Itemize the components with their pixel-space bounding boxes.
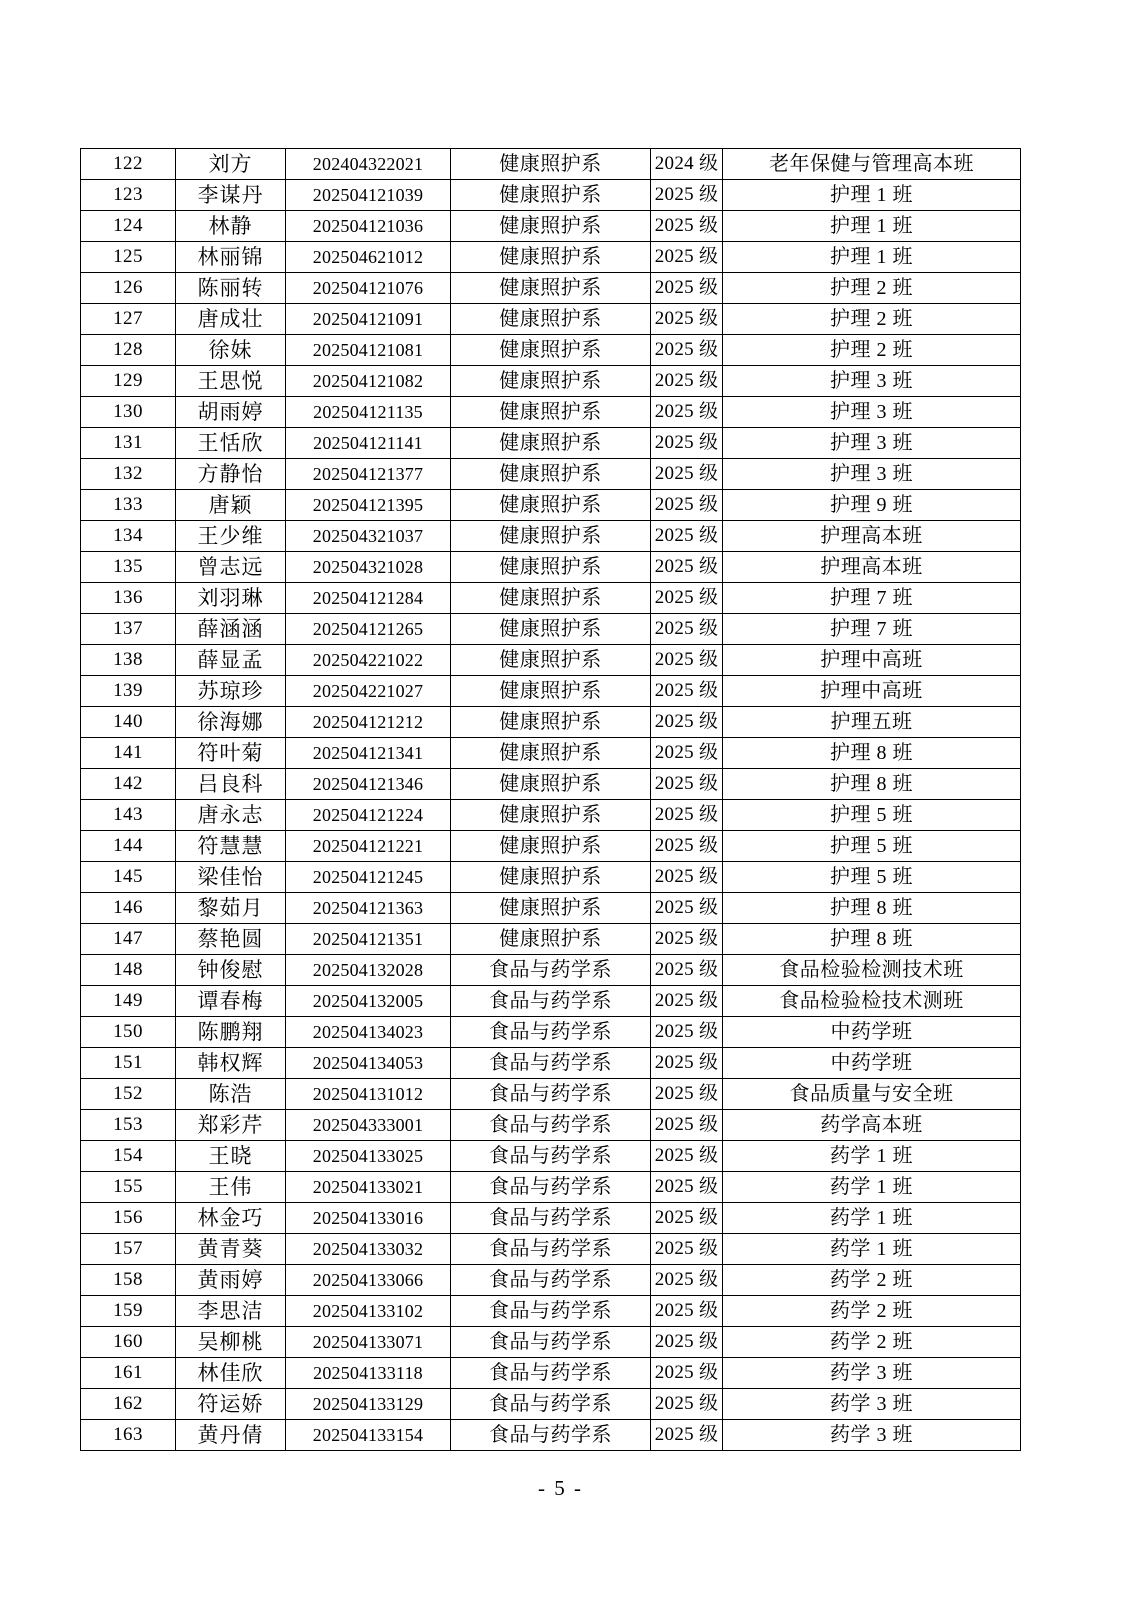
cell-department: 食品与药学系 xyxy=(451,1079,651,1110)
cell-student-name: 薛涵涵 xyxy=(176,614,286,645)
cell-department: 健康照护系 xyxy=(451,335,651,366)
cell-student-name: 林佳欣 xyxy=(176,1358,286,1389)
cell-student-id: 202504121076 xyxy=(286,273,451,304)
cell-sequence: 148 xyxy=(81,955,176,986)
cell-department: 食品与药学系 xyxy=(451,1017,651,1048)
cell-department: 健康照护系 xyxy=(451,242,651,273)
cell-class: 护理 8 班 xyxy=(723,924,1021,955)
cell-class: 食品质量与安全班 xyxy=(723,1079,1021,1110)
cell-student-name: 李思洁 xyxy=(176,1296,286,1327)
table-row xyxy=(81,1172,1021,1203)
cell-sequence: 160 xyxy=(81,1327,176,1358)
table-row xyxy=(81,614,1021,645)
cell-department: 健康照护系 xyxy=(451,552,651,583)
cell-student-name: 王思悦 xyxy=(176,366,286,397)
cell-sequence: 128 xyxy=(81,335,176,366)
cell-department: 食品与药学系 xyxy=(451,1203,651,1234)
cell-student-id: 202504321037 xyxy=(286,521,451,552)
cell-department: 健康照护系 xyxy=(451,614,651,645)
cell-department: 食品与药学系 xyxy=(451,1265,651,1296)
cell-grade: 2025 级 xyxy=(651,211,723,242)
cell-student-id: 202504121363 xyxy=(286,893,451,924)
cell-class: 护理 3 班 xyxy=(723,459,1021,490)
cell-grade: 2025 级 xyxy=(651,273,723,304)
student-roster-table-wrapper xyxy=(80,148,1020,1451)
table-row xyxy=(81,1017,1021,1048)
cell-student-id: 202504133154 xyxy=(286,1420,451,1451)
cell-sequence: 125 xyxy=(81,242,176,273)
cell-grade: 2025 级 xyxy=(651,1389,723,1420)
cell-sequence: 136 xyxy=(81,583,176,614)
cell-department: 健康照护系 xyxy=(451,862,651,893)
cell-student-name: 李谋丹 xyxy=(176,180,286,211)
cell-class: 药学 3 班 xyxy=(723,1420,1021,1451)
cell-grade: 2025 级 xyxy=(651,955,723,986)
cell-student-id: 202504121351 xyxy=(286,924,451,955)
cell-grade: 2025 级 xyxy=(651,862,723,893)
cell-student-name: 黎茹月 xyxy=(176,893,286,924)
cell-sequence: 161 xyxy=(81,1358,176,1389)
cell-department: 健康照护系 xyxy=(451,800,651,831)
cell-grade: 2025 级 xyxy=(651,1079,723,1110)
cell-student-id: 202504121224 xyxy=(286,800,451,831)
cell-student-name: 苏琼珍 xyxy=(176,676,286,707)
cell-grade: 2025 级 xyxy=(651,552,723,583)
cell-class: 护理 9 班 xyxy=(723,490,1021,521)
cell-class: 护理 1 班 xyxy=(723,242,1021,273)
table-row xyxy=(81,180,1021,211)
cell-student-id: 202504121091 xyxy=(286,304,451,335)
cell-student-id: 202504121135 xyxy=(286,397,451,428)
cell-sequence: 156 xyxy=(81,1203,176,1234)
table-row xyxy=(81,366,1021,397)
table-row xyxy=(81,955,1021,986)
table-row xyxy=(81,1265,1021,1296)
cell-department: 健康照护系 xyxy=(451,428,651,459)
cell-student-name: 蔡艳圆 xyxy=(176,924,286,955)
cell-class: 护理高本班 xyxy=(723,521,1021,552)
cell-department: 食品与药学系 xyxy=(451,1389,651,1420)
cell-student-name: 梁佳怡 xyxy=(176,862,286,893)
table-row xyxy=(81,1048,1021,1079)
cell-grade: 2025 级 xyxy=(651,366,723,397)
cell-sequence: 130 xyxy=(81,397,176,428)
cell-sequence: 131 xyxy=(81,428,176,459)
table-row xyxy=(81,428,1021,459)
cell-department: 食品与药学系 xyxy=(451,1234,651,1265)
cell-grade: 2025 级 xyxy=(651,521,723,552)
table-row xyxy=(81,242,1021,273)
cell-sequence: 159 xyxy=(81,1296,176,1327)
cell-sequence: 147 xyxy=(81,924,176,955)
cell-class: 药学 3 班 xyxy=(723,1358,1021,1389)
cell-grade: 2025 级 xyxy=(651,986,723,1017)
cell-student-name: 郑彩芹 xyxy=(176,1110,286,1141)
cell-class: 药学 1 班 xyxy=(723,1172,1021,1203)
cell-student-name: 王少维 xyxy=(176,521,286,552)
cell-student-name: 徐妹 xyxy=(176,335,286,366)
cell-student-name: 符运娇 xyxy=(176,1389,286,1420)
cell-student-id: 202504133118 xyxy=(286,1358,451,1389)
cell-sequence: 137 xyxy=(81,614,176,645)
table-row xyxy=(81,583,1021,614)
cell-department: 健康照护系 xyxy=(451,769,651,800)
cell-sequence: 133 xyxy=(81,490,176,521)
table-row xyxy=(81,1358,1021,1389)
cell-student-id: 202504121081 xyxy=(286,335,451,366)
cell-class: 护理中高班 xyxy=(723,645,1021,676)
cell-student-name: 符叶菊 xyxy=(176,738,286,769)
cell-department: 食品与药学系 xyxy=(451,1358,651,1389)
table-row xyxy=(81,335,1021,366)
cell-student-id: 202504121141 xyxy=(286,428,451,459)
cell-student-id: 202404322021 xyxy=(286,149,451,180)
cell-sequence: 132 xyxy=(81,459,176,490)
table-row xyxy=(81,1203,1021,1234)
cell-sequence: 146 xyxy=(81,893,176,924)
cell-student-id: 202504133102 xyxy=(286,1296,451,1327)
cell-department: 健康照护系 xyxy=(451,366,651,397)
cell-student-name: 方静怡 xyxy=(176,459,286,490)
cell-student-name: 唐颖 xyxy=(176,490,286,521)
cell-grade: 2025 级 xyxy=(651,397,723,428)
cell-department: 健康照护系 xyxy=(451,490,651,521)
cell-department: 健康照护系 xyxy=(451,521,651,552)
table-row xyxy=(81,490,1021,521)
cell-grade: 2025 级 xyxy=(651,335,723,366)
table-row xyxy=(81,304,1021,335)
cell-student-id: 202504132028 xyxy=(286,955,451,986)
cell-class: 护理中高班 xyxy=(723,676,1021,707)
cell-class: 护理 5 班 xyxy=(723,862,1021,893)
cell-department: 健康照护系 xyxy=(451,831,651,862)
table-row xyxy=(81,1141,1021,1172)
cell-class: 护理五班 xyxy=(723,707,1021,738)
cell-grade: 2025 级 xyxy=(651,707,723,738)
cell-sequence: 142 xyxy=(81,769,176,800)
cell-department: 健康照护系 xyxy=(451,707,651,738)
cell-department: 健康照护系 xyxy=(451,397,651,428)
cell-student-id: 202504133021 xyxy=(286,1172,451,1203)
cell-student-id: 202504121212 xyxy=(286,707,451,738)
table-row xyxy=(81,521,1021,552)
cell-student-name: 黄青葵 xyxy=(176,1234,286,1265)
cell-student-id: 202504134053 xyxy=(286,1048,451,1079)
cell-department: 食品与药学系 xyxy=(451,1141,651,1172)
table-row xyxy=(81,676,1021,707)
cell-grade: 2025 级 xyxy=(651,924,723,955)
cell-student-name: 林静 xyxy=(176,211,286,242)
cell-grade: 2025 级 xyxy=(651,1234,723,1265)
cell-student-id: 202504621012 xyxy=(286,242,451,273)
cell-sequence: 150 xyxy=(81,1017,176,1048)
cell-department: 食品与药学系 xyxy=(451,1420,651,1451)
cell-grade: 2025 级 xyxy=(651,1420,723,1451)
cell-student-name: 王伟 xyxy=(176,1172,286,1203)
cell-student-name: 唐永志 xyxy=(176,800,286,831)
cell-student-name: 王恬欣 xyxy=(176,428,286,459)
cell-student-id: 202504333001 xyxy=(286,1110,451,1141)
cell-student-name: 陈浩 xyxy=(176,1079,286,1110)
cell-student-id: 202504121039 xyxy=(286,180,451,211)
cell-sequence: 134 xyxy=(81,521,176,552)
cell-department: 健康照护系 xyxy=(451,738,651,769)
cell-class: 中药学班 xyxy=(723,1048,1021,1079)
cell-grade: 2025 级 xyxy=(651,1265,723,1296)
cell-sequence: 141 xyxy=(81,738,176,769)
cell-grade: 2025 级 xyxy=(651,583,723,614)
cell-department: 健康照护系 xyxy=(451,211,651,242)
cell-sequence: 152 xyxy=(81,1079,176,1110)
cell-student-name: 徐海娜 xyxy=(176,707,286,738)
cell-class: 药学 3 班 xyxy=(723,1389,1021,1420)
table-row xyxy=(81,893,1021,924)
cell-student-name: 钟俊慰 xyxy=(176,955,286,986)
cell-department: 健康照护系 xyxy=(451,180,651,211)
table-row xyxy=(81,397,1021,428)
cell-grade: 2025 级 xyxy=(651,645,723,676)
student-roster-body xyxy=(81,149,1021,1451)
table-row xyxy=(81,273,1021,304)
cell-sequence: 151 xyxy=(81,1048,176,1079)
table-row xyxy=(81,552,1021,583)
cell-grade: 2025 级 xyxy=(651,1048,723,1079)
table-row xyxy=(81,738,1021,769)
cell-department: 健康照护系 xyxy=(451,459,651,490)
cell-sequence: 123 xyxy=(81,180,176,211)
cell-student-name: 符慧慧 xyxy=(176,831,286,862)
table-row xyxy=(81,1389,1021,1420)
cell-student-id: 202504121082 xyxy=(286,366,451,397)
cell-sequence: 126 xyxy=(81,273,176,304)
cell-student-id: 202504221022 xyxy=(286,645,451,676)
cell-grade: 2025 级 xyxy=(651,1203,723,1234)
cell-sequence: 140 xyxy=(81,707,176,738)
cell-department: 食品与药学系 xyxy=(451,1327,651,1358)
cell-student-id: 202504121341 xyxy=(286,738,451,769)
cell-student-id: 202504121221 xyxy=(286,831,451,862)
table-row xyxy=(81,986,1021,1017)
cell-sequence: 143 xyxy=(81,800,176,831)
cell-sequence: 138 xyxy=(81,645,176,676)
cell-class: 药学 1 班 xyxy=(723,1234,1021,1265)
cell-sequence: 144 xyxy=(81,831,176,862)
cell-student-id: 202504133025 xyxy=(286,1141,451,1172)
cell-grade: 2025 级 xyxy=(651,1172,723,1203)
cell-class: 药学 2 班 xyxy=(723,1327,1021,1358)
cell-student-name: 谭春梅 xyxy=(176,986,286,1017)
cell-student-id: 202504132005 xyxy=(286,986,451,1017)
cell-grade: 2025 级 xyxy=(651,490,723,521)
cell-grade: 2025 级 xyxy=(651,769,723,800)
table-row xyxy=(81,1110,1021,1141)
cell-student-name: 曾志远 xyxy=(176,552,286,583)
cell-class: 中药学班 xyxy=(723,1017,1021,1048)
cell-department: 健康照护系 xyxy=(451,676,651,707)
cell-class: 护理 3 班 xyxy=(723,397,1021,428)
cell-student-name: 韩权辉 xyxy=(176,1048,286,1079)
cell-student-name: 林金巧 xyxy=(176,1203,286,1234)
cell-grade: 2025 级 xyxy=(651,676,723,707)
cell-grade: 2025 级 xyxy=(651,738,723,769)
cell-grade: 2025 级 xyxy=(651,428,723,459)
cell-sequence: 149 xyxy=(81,986,176,1017)
cell-student-id: 202504321028 xyxy=(286,552,451,583)
cell-class: 老年保健与管理高本班 xyxy=(723,149,1021,180)
cell-class: 护理 3 班 xyxy=(723,428,1021,459)
cell-grade: 2025 级 xyxy=(651,893,723,924)
cell-class: 护理 8 班 xyxy=(723,893,1021,924)
cell-department: 食品与药学系 xyxy=(451,1048,651,1079)
table-row xyxy=(81,1420,1021,1451)
cell-class: 护理 7 班 xyxy=(723,583,1021,614)
cell-student-name: 林丽锦 xyxy=(176,242,286,273)
table-row xyxy=(81,769,1021,800)
table-row xyxy=(81,1079,1021,1110)
cell-department: 食品与药学系 xyxy=(451,986,651,1017)
cell-student-id: 202504121346 xyxy=(286,769,451,800)
cell-class: 护理 7 班 xyxy=(723,614,1021,645)
cell-grade: 2025 级 xyxy=(651,800,723,831)
cell-class: 药学 1 班 xyxy=(723,1203,1021,1234)
cell-student-id: 202504121377 xyxy=(286,459,451,490)
cell-class: 护理 2 班 xyxy=(723,273,1021,304)
cell-grade: 2025 级 xyxy=(651,180,723,211)
cell-student-id: 202504121245 xyxy=(286,862,451,893)
cell-grade: 2025 级 xyxy=(651,459,723,490)
cell-student-name: 王晓 xyxy=(176,1141,286,1172)
cell-class: 药学高本班 xyxy=(723,1110,1021,1141)
cell-sequence: 162 xyxy=(81,1389,176,1420)
cell-sequence: 139 xyxy=(81,676,176,707)
table-row xyxy=(81,924,1021,955)
cell-sequence: 154 xyxy=(81,1141,176,1172)
cell-department: 健康照护系 xyxy=(451,893,651,924)
cell-class: 护理 1 班 xyxy=(723,211,1021,242)
cell-department: 食品与药学系 xyxy=(451,955,651,986)
cell-grade: 2025 级 xyxy=(651,1141,723,1172)
cell-student-name: 黄丹倩 xyxy=(176,1420,286,1451)
cell-class: 药学 2 班 xyxy=(723,1296,1021,1327)
cell-student-name: 陈鹏翔 xyxy=(176,1017,286,1048)
cell-sequence: 145 xyxy=(81,862,176,893)
cell-sequence: 129 xyxy=(81,366,176,397)
cell-grade: 2025 级 xyxy=(651,242,723,273)
cell-student-name: 陈丽转 xyxy=(176,273,286,304)
cell-class: 护理 3 班 xyxy=(723,366,1021,397)
cell-department: 健康照护系 xyxy=(451,645,651,676)
cell-grade: 2025 级 xyxy=(651,1358,723,1389)
cell-grade: 2025 级 xyxy=(651,831,723,862)
cell-student-name: 刘方 xyxy=(176,149,286,180)
cell-sequence: 158 xyxy=(81,1265,176,1296)
cell-department: 食品与药学系 xyxy=(451,1110,651,1141)
cell-grade: 2025 级 xyxy=(651,614,723,645)
cell-class: 护理 1 班 xyxy=(723,180,1021,211)
table-row xyxy=(81,459,1021,490)
table-row xyxy=(81,645,1021,676)
cell-class: 护理 8 班 xyxy=(723,738,1021,769)
cell-student-id: 202504133016 xyxy=(286,1203,451,1234)
cell-department: 健康照护系 xyxy=(451,273,651,304)
cell-sequence: 157 xyxy=(81,1234,176,1265)
cell-department: 食品与药学系 xyxy=(451,1172,651,1203)
cell-grade: 2025 级 xyxy=(651,1110,723,1141)
cell-class: 护理 5 班 xyxy=(723,800,1021,831)
cell-sequence: 127 xyxy=(81,304,176,335)
cell-department: 食品与药学系 xyxy=(451,1296,651,1327)
cell-department: 健康照护系 xyxy=(451,304,651,335)
table-row xyxy=(81,800,1021,831)
cell-student-id: 202504121265 xyxy=(286,614,451,645)
cell-student-name: 刘羽琳 xyxy=(176,583,286,614)
cell-class: 食品检验检技术测班 xyxy=(723,986,1021,1017)
cell-class: 护理高本班 xyxy=(723,552,1021,583)
page-number-footer: - 5 - xyxy=(538,1476,583,1500)
cell-sequence: 135 xyxy=(81,552,176,583)
cell-class: 护理 5 班 xyxy=(723,831,1021,862)
cell-student-id: 202504221027 xyxy=(286,676,451,707)
table-row xyxy=(81,831,1021,862)
cell-class: 护理 8 班 xyxy=(723,769,1021,800)
cell-student-id: 202504133071 xyxy=(286,1327,451,1358)
table-row xyxy=(81,862,1021,893)
cell-grade: 2025 级 xyxy=(651,304,723,335)
cell-student-name: 吴柳桃 xyxy=(176,1327,286,1358)
cell-grade: 2025 级 xyxy=(651,1327,723,1358)
cell-student-name: 薛显孟 xyxy=(176,645,286,676)
cell-class: 食品检验检测技术班 xyxy=(723,955,1021,986)
cell-student-id: 202504133032 xyxy=(286,1234,451,1265)
cell-grade: 2025 级 xyxy=(651,1296,723,1327)
cell-student-id: 202504131012 xyxy=(286,1079,451,1110)
cell-class: 药学 2 班 xyxy=(723,1265,1021,1296)
cell-student-name: 唐成壮 xyxy=(176,304,286,335)
cell-department: 健康照护系 xyxy=(451,924,651,955)
cell-class: 护理 2 班 xyxy=(723,304,1021,335)
table-row xyxy=(81,211,1021,242)
cell-grade: 2025 级 xyxy=(651,1017,723,1048)
cell-student-name: 胡雨婷 xyxy=(176,397,286,428)
cell-student-name: 吕良科 xyxy=(176,769,286,800)
cell-student-id: 202504133066 xyxy=(286,1265,451,1296)
cell-student-id: 202504121284 xyxy=(286,583,451,614)
table-row xyxy=(81,1296,1021,1327)
cell-student-id: 202504134023 xyxy=(286,1017,451,1048)
table-row xyxy=(81,1234,1021,1265)
student-roster-table xyxy=(80,148,1021,1451)
cell-sequence: 163 xyxy=(81,1420,176,1451)
cell-class: 药学 1 班 xyxy=(723,1141,1021,1172)
cell-student-name: 黄雨婷 xyxy=(176,1265,286,1296)
table-row xyxy=(81,149,1021,180)
table-row xyxy=(81,1327,1021,1358)
cell-sequence: 122 xyxy=(81,149,176,180)
cell-grade: 2024 级 xyxy=(651,149,723,180)
cell-department: 健康照护系 xyxy=(451,149,651,180)
table-row xyxy=(81,707,1021,738)
cell-department: 健康照护系 xyxy=(451,583,651,614)
cell-student-id: 202504133129 xyxy=(286,1389,451,1420)
cell-class: 护理 2 班 xyxy=(723,335,1021,366)
cell-sequence: 155 xyxy=(81,1172,176,1203)
cell-student-id: 202504121395 xyxy=(286,490,451,521)
cell-sequence: 153 xyxy=(81,1110,176,1141)
cell-sequence: 124 xyxy=(81,211,176,242)
cell-student-id: 202504121036 xyxy=(286,211,451,242)
